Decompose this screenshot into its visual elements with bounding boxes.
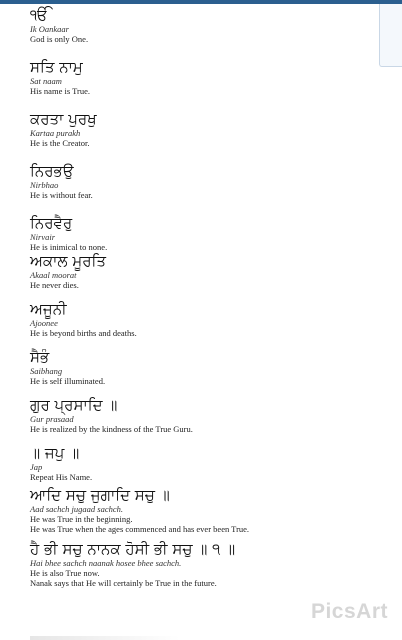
gurmukhi-line: ਨਿਰਵੈਰੁ	[30, 214, 73, 232]
verse-3	[30, 110, 380, 148]
verse-2	[30, 58, 380, 96]
scroll-edge	[379, 4, 402, 67]
transliteration: Akaal moorat	[30, 270, 77, 280]
transliteration: Jap	[30, 462, 43, 472]
transliteration: Kartaa purakh	[30, 128, 81, 138]
english-line: He is without fear.	[30, 190, 93, 200]
gurmukhi-line: ਆਦਿ ਸਚੁ ਜੁਗਾਦਿ ਸਚੁ ॥	[30, 486, 170, 504]
english-line: He is beyond births and deaths.	[30, 328, 137, 338]
verse-9	[30, 396, 380, 434]
verse-8	[30, 348, 380, 386]
english-line: He is self illuminated.	[30, 376, 106, 386]
gurmukhi-line: ਕਰਤਾ ਪੁਰਖੁ	[30, 110, 97, 128]
transliteration: Aad sachch jugaad sachch.	[30, 504, 124, 514]
gurmukhi-line: ਅਜੂਨੀ	[30, 300, 67, 318]
verse-10	[30, 444, 380, 482]
english-line: He never dies.	[30, 280, 79, 290]
verse-11	[30, 486, 380, 534]
verse-5	[30, 214, 380, 252]
gurmukhi-line: ੴ	[30, 6, 49, 24]
picsart-watermark: PicsArt	[310, 600, 388, 623]
scripture-page	[30, 6, 380, 588]
transliteration: Hai bhee sachch naanak hosee bhee sachch.	[30, 558, 182, 568]
transliteration: Nirvair	[30, 232, 56, 242]
english-line: He is inimical to none.	[30, 242, 108, 252]
gurmukhi-line: ॥ ਜਪੁ ॥	[30, 444, 80, 462]
gurmukhi-line: ਸਤਿ ਨਾਮੁ	[30, 58, 83, 76]
gurmukhi-line: ਅਕਾਲ ਮੂਰਤਿ	[30, 252, 106, 270]
transliteration: Saibhang	[30, 366, 63, 376]
transliteration: Ik Oankaar	[30, 24, 69, 34]
english-line: He is realized by the kindness of the True Guru.	[30, 424, 193, 434]
gurmukhi-line: ਹੈ ਭੀ ਸਚੁ ਨਾਨਕ ਹੋਸੀ ਭੀ ਸਚੁ ॥ ੧ ॥	[30, 540, 236, 558]
verse-12	[30, 540, 380, 588]
cropped-text-edge	[30, 636, 180, 640]
transliteration: Nirbhao	[30, 180, 59, 190]
english-line: He is also True now.	[30, 568, 100, 578]
verse-1	[30, 6, 380, 44]
transliteration: Ajoonee	[30, 318, 58, 328]
transliteration: Sat naam	[30, 76, 62, 86]
gurmukhi-line: ਨਿਰਭਉ	[30, 162, 74, 180]
english-line: He is the Creator.	[30, 138, 90, 148]
verse-6	[30, 252, 380, 290]
transliteration: Gur prasaad	[30, 414, 74, 424]
english-line: His name is True.	[30, 86, 90, 96]
verse-7	[30, 300, 380, 338]
english-line: God is only One.	[30, 34, 89, 44]
english-line: He was True in the beginning.	[30, 514, 133, 524]
status-bar	[0, 0, 402, 4]
english-line: Repeat His Name.	[30, 472, 93, 482]
verse-4	[30, 162, 380, 200]
gurmukhi-line: ਸੈਭੰ	[30, 348, 50, 366]
gurmukhi-line: ਗੁਰ ਪ੍ਰਸਾਦਿ ॥	[30, 396, 118, 414]
english-line: He was True when the ages commenced and has ever been True.	[30, 524, 250, 534]
english-line: Nanak says that He will certainly be True in the future.	[30, 578, 217, 588]
